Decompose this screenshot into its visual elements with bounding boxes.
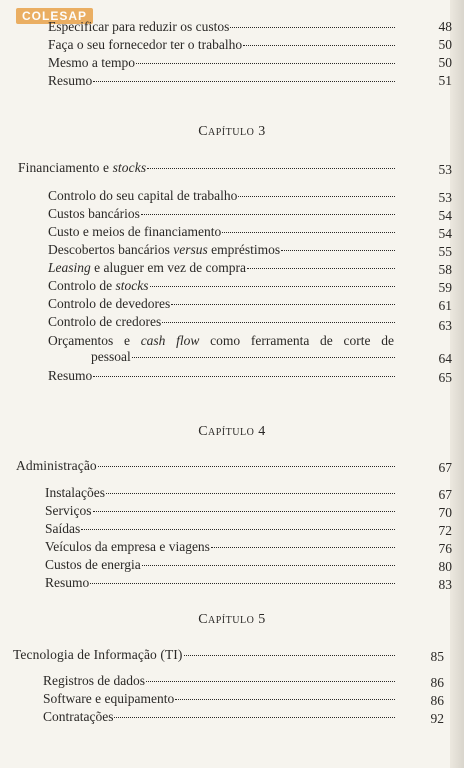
page-number: 83 xyxy=(438,577,452,592)
toc-entry[interactable]: Faça o seu fornecedor ter o trabalho xyxy=(48,37,398,53)
page-number: 76 xyxy=(438,541,452,556)
toc-entry[interactable]: Registros de dados xyxy=(43,673,398,689)
page-number: 67 xyxy=(438,460,452,475)
dot-leader xyxy=(162,322,395,323)
toc-section[interactable]: Tecnologia de Informação (TI) xyxy=(13,647,398,663)
toc-entry[interactable]: Instalações xyxy=(45,485,398,501)
toc-entry[interactable]: Controlo de credores xyxy=(48,314,398,330)
dot-leader xyxy=(281,250,395,251)
toc-entry[interactable]: Mesmo a tempo xyxy=(48,55,398,71)
dot-leader xyxy=(136,63,395,64)
toc-entry[interactable]: Especificar para reduzir os custos xyxy=(48,19,398,35)
page-number: 65 xyxy=(438,370,452,385)
dot-leader xyxy=(230,27,395,28)
toc-entry[interactable]: Software e equipamento xyxy=(43,691,398,707)
dot-leader xyxy=(106,493,395,494)
page-number: 72 xyxy=(438,523,452,538)
page-number: 92 xyxy=(430,711,444,726)
chapter-heading: Capítulo 3 xyxy=(198,124,266,139)
page-number: 54 xyxy=(438,208,452,223)
dot-leader xyxy=(93,511,396,512)
dot-leader xyxy=(141,214,395,215)
page-number: 59 xyxy=(438,280,452,295)
page-number: 70 xyxy=(438,505,452,520)
toc-entry[interactable]: Serviços xyxy=(45,503,398,519)
dot-leader xyxy=(93,81,395,82)
dot-leader xyxy=(114,717,395,718)
dot-leader xyxy=(90,583,395,584)
page-number: 50 xyxy=(438,37,452,52)
toc-entry[interactable]: Controlo de stocks xyxy=(48,278,398,294)
dot-leader xyxy=(211,547,395,548)
page-number: 64 xyxy=(438,351,452,366)
page-number: 53 xyxy=(438,162,452,177)
page-number: 48 xyxy=(438,19,452,34)
dot-leader xyxy=(98,466,395,467)
toc-entry-wrapped-continuation[interactable]: pessoal xyxy=(48,349,398,365)
chapter-heading: Capítulo 4 xyxy=(198,424,266,439)
page-number: 63 xyxy=(438,318,452,333)
toc-section[interactable]: Financiamento e stocks xyxy=(18,160,398,176)
toc-entry-wrapped[interactable]: Orçamentos e cash flow como ferramenta de corte de xyxy=(48,333,394,348)
dot-leader xyxy=(175,699,395,700)
toc-entry[interactable]: Leasing e aluguer em vez de compra xyxy=(48,260,398,276)
toc-entry[interactable]: Custos de energia xyxy=(45,557,398,573)
toc-entry[interactable]: Controlo de devedores xyxy=(48,296,398,312)
dot-leader xyxy=(142,565,395,566)
toc-entry[interactable]: Contratações xyxy=(43,709,398,725)
library-stamp: COLESAP xyxy=(16,8,93,24)
toc-entry[interactable]: Veículos da empresa e viagens xyxy=(45,539,398,555)
page-number: 61 xyxy=(438,298,452,313)
page-number: 51 xyxy=(438,73,452,88)
page-number: 86 xyxy=(430,693,444,708)
dot-leader xyxy=(171,304,395,305)
dot-leader xyxy=(243,45,395,46)
toc-entry[interactable]: Resumo xyxy=(48,73,398,89)
dot-leader xyxy=(184,655,396,656)
dot-leader xyxy=(147,168,395,169)
dot-leader xyxy=(238,196,395,197)
dot-leader xyxy=(81,529,395,530)
chapter-heading: Capítulo 5 xyxy=(198,612,266,627)
toc-entry[interactable]: Resumo xyxy=(48,368,398,384)
toc-entry[interactable]: Custos bancários xyxy=(48,206,398,222)
page-number: 85 xyxy=(430,649,444,664)
page-number: 54 xyxy=(438,226,452,241)
page-number: 50 xyxy=(438,55,452,70)
dot-leader xyxy=(150,286,396,287)
toc-entry[interactable]: Descobertos bancários versus empréstimos xyxy=(48,242,398,258)
page-number: 58 xyxy=(438,262,452,277)
page-number: 55 xyxy=(438,244,452,259)
page-number: 53 xyxy=(438,190,452,205)
dot-leader xyxy=(222,232,395,233)
dot-leader xyxy=(93,376,395,377)
dot-leader xyxy=(132,357,395,358)
dot-leader xyxy=(146,681,395,682)
toc-entry[interactable]: Controlo do seu capital de trabalho xyxy=(48,188,398,204)
toc-section[interactable]: Administração xyxy=(16,458,398,474)
page-number: 86 xyxy=(430,675,444,690)
toc-entry[interactable]: Custo e meios de financiamento xyxy=(48,224,398,240)
page-number: 67 xyxy=(438,487,452,502)
page-number: 80 xyxy=(438,559,452,574)
toc-entry[interactable]: Saídas xyxy=(45,521,398,537)
page-edge-shadow xyxy=(450,0,464,768)
dot-leader xyxy=(247,268,395,269)
toc-entry[interactable]: Resumo xyxy=(45,575,398,591)
